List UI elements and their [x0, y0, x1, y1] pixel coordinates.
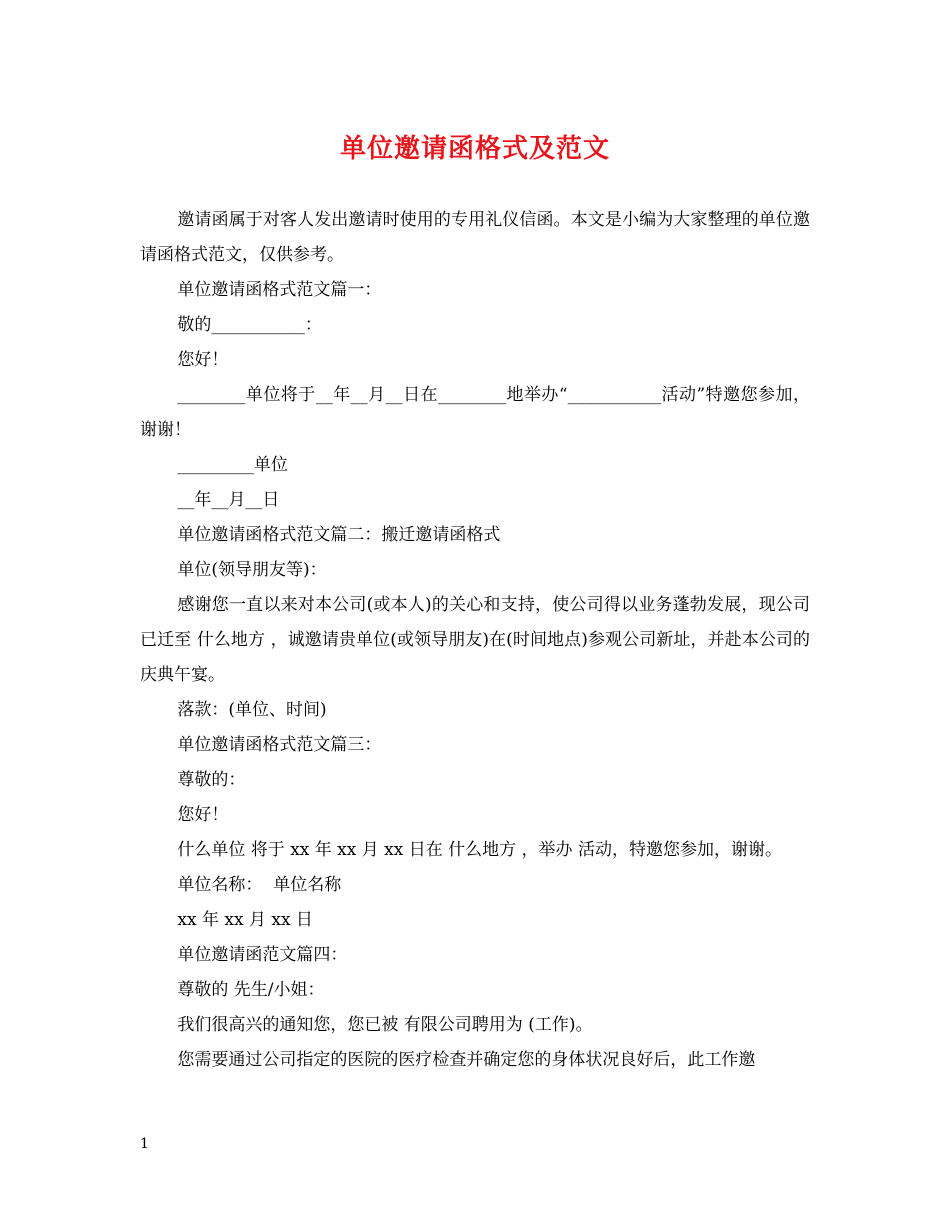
paragraph-invite-1: ________单位将于__年__月__日在________地举办“___________活动”特邀您参加，谢谢！ [140, 385, 810, 440]
paragraph-sign-unit-3: 单位名称： 单位名称 [177, 875, 342, 895]
paragraph-invite-3: 什么单位 将于 xx 年 xx 月 xx 日在 什么地方 ，举办 活动，特邀您参加，谢谢。 [177, 840, 782, 860]
paragraph-greeting-1: 您好！ [177, 350, 229, 370]
page-number: 1 [140, 1136, 149, 1152]
paragraph-heading-2: 单位邀请函格式范文篇二：搬迁邀请函格式 [177, 525, 501, 545]
document-body [140, 203, 810, 1078]
paragraph-heading-3: 单位邀请函格式范文篇三： [177, 735, 382, 755]
paragraph-sign-2: 落款：(单位、时间) [177, 700, 327, 720]
paragraph-heading-4: 单位邀请函范文篇四： [177, 945, 348, 965]
document-title: 单位邀请函格式及范文 [339, 134, 610, 164]
paragraph-salutation-2: 单位(领导朋友等)： [177, 560, 327, 580]
paragraph-sign-unit-1: _________单位 [177, 455, 288, 475]
paragraph-sign-date-3: xx 年 xx 月 xx 日 [177, 910, 313, 930]
paragraph-greeting-3: 您好！ [177, 805, 229, 825]
paragraph-salutation-4: 尊敬的 先生/小姐： [177, 980, 325, 1000]
paragraph-salutation-3: 尊敬的： [177, 770, 246, 790]
paragraph-intro: 邀请函属于对客人发出邀请时使用的专用礼仪信函。本文是小编为大家整理的单位邀请函格式范文，仅供参考。 [140, 210, 810, 265]
paragraph-medical-4: 您需要通过公司指定的医院的医疗检查并确定您的身体状况良好后，此工作邀 [177, 1050, 756, 1070]
paragraph-salutation-1: 敬的___________： [177, 315, 322, 335]
paragraph-heading-1: 单位邀请函格式范文篇一： [177, 280, 382, 300]
paragraph-notice-4: 我们很高兴的通知您，您已被 有限公司聘用为 (工作)。 [177, 1015, 593, 1035]
paragraph-invite-2: 感谢您一直以来对本公司(或本人)的关心和支持，使公司得以业务蓬勃发展，现公司已迁至 什么地方 ，诚邀请贵单位(或领导朋友)在(时间地点)参观公司新址，并赴本公司的庆典午宴。 [140, 595, 810, 685]
paragraph-sign-date-1: __年__月__日 [177, 490, 280, 510]
